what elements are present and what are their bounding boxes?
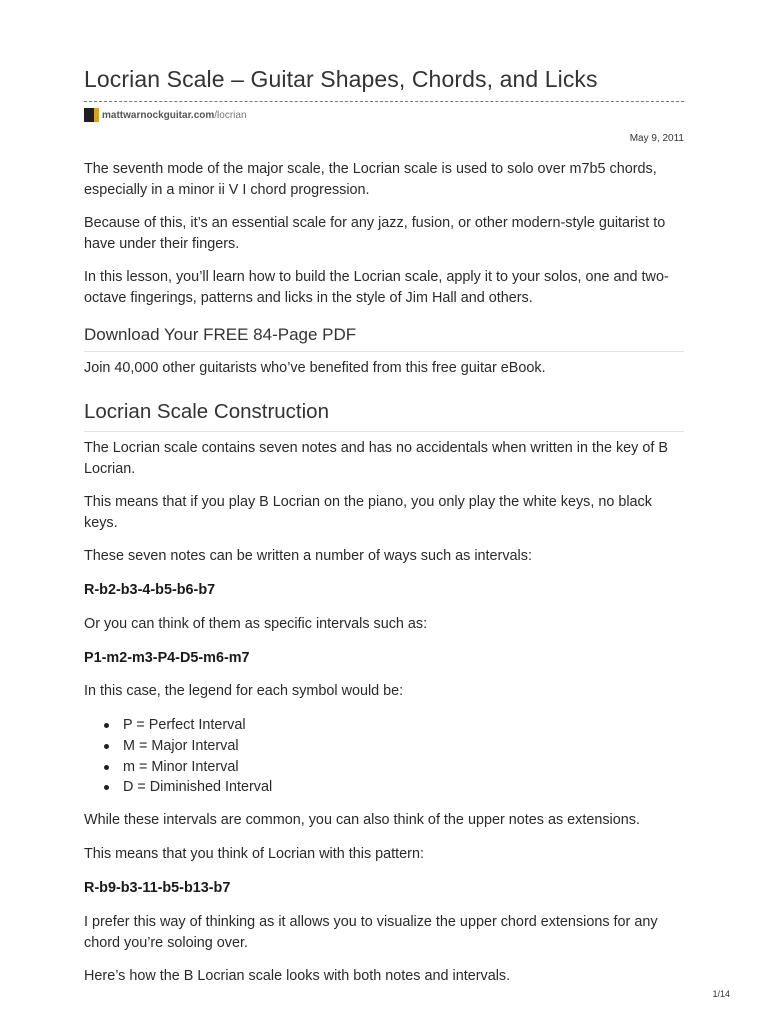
source-domain[interactable]: mattwarnockguitar.com <box>102 109 215 121</box>
download-heading: Download Your FREE 84-Page PDF <box>84 325 357 344</box>
download-divider <box>84 351 684 352</box>
legend-item-text: m = Minor Interval <box>123 758 239 775</box>
intro-paragraph-3: In this lesson, you’ll learn how to build the Locrian scale, apply it to your solos, one and two-octave fingerings, patterns and licks in the style of Jim Hall and others. <box>84 269 669 306</box>
list-item <box>104 757 272 778</box>
interval-legend-list <box>104 715 272 798</box>
list-item <box>104 777 272 798</box>
construction-divider <box>84 431 684 432</box>
bullet-dot-icon <box>104 723 109 728</box>
list-item <box>104 715 272 736</box>
download-text: Join 40,000 other guitarists who’ve benefited from this free guitar eBook. <box>84 360 546 376</box>
bullet-dot-icon <box>104 744 109 749</box>
intro-paragraph-1: The seventh mode of the major scale, the Locrian scale is used to solo over m7b5 chords, especially in a minor ii V I chord progression. <box>84 161 657 198</box>
interval-formula: R-b2-b3-4-b5-b6-b7 <box>84 582 216 598</box>
legend-item-text: M = Major Interval <box>123 737 239 754</box>
construction-paragraph-4: Or you can think of them as specific intervals such as: <box>84 616 428 632</box>
specific-interval-formula: P1-m2-m3-P4-D5-m6-m7 <box>84 650 250 666</box>
list-item <box>104 736 272 757</box>
legend-item-text: D = Diminished Interval <box>123 779 273 796</box>
title-divider <box>84 101 684 102</box>
extension-formula: R-b9-b3-11-b5-b13-b7 <box>84 880 231 896</box>
source-link[interactable] <box>84 108 247 122</box>
legend-item-text: P = Perfect Interval <box>123 717 246 733</box>
construction-paragraph-9: Here’s how the B Locrian scale looks with both notes and intervals. <box>84 968 511 984</box>
construction-paragraph-1: The Locrian scale contains seven notes and has no accidentals when written in the key of B Locrian. <box>84 440 668 477</box>
page-number: 1/14 <box>712 989 730 999</box>
intro-paragraph-2: Because of this, it’s an essential scale for any jazz, fusion, or other modern-style guitarist to have under their fingers. <box>84 215 666 252</box>
construction-paragraph-5: In this case, the legend for each symbol would be: <box>84 683 404 699</box>
page-title: Locrian Scale – Guitar Shapes, Chords, and Licks <box>84 66 598 92</box>
publish-date: May 9, 2011 <box>629 133 684 144</box>
source-path[interactable]: /locrian <box>214 109 247 121</box>
construction-paragraph-8: I prefer this way of thinking as it allows you to visualize the upper chord extensions for any chord you’re soloing over. <box>84 914 658 951</box>
construction-paragraph-2: This means that if you play B Locrian on the piano, you only play the white keys, no black keys. <box>84 494 652 531</box>
construction-paragraph-7: This means that you think of Locrian with this pattern: <box>84 846 424 862</box>
construction-paragraph-3: These seven notes can be written a number of ways such as intervals: <box>84 548 532 564</box>
construction-paragraph-6: While these intervals are common, you can also think of the upper notes as extensions. <box>84 812 640 828</box>
bullet-dot-icon <box>104 765 109 770</box>
site-logo-icon <box>84 108 99 122</box>
bullet-dot-icon <box>104 785 109 790</box>
construction-heading: Locrian Scale Construction <box>84 400 329 423</box>
